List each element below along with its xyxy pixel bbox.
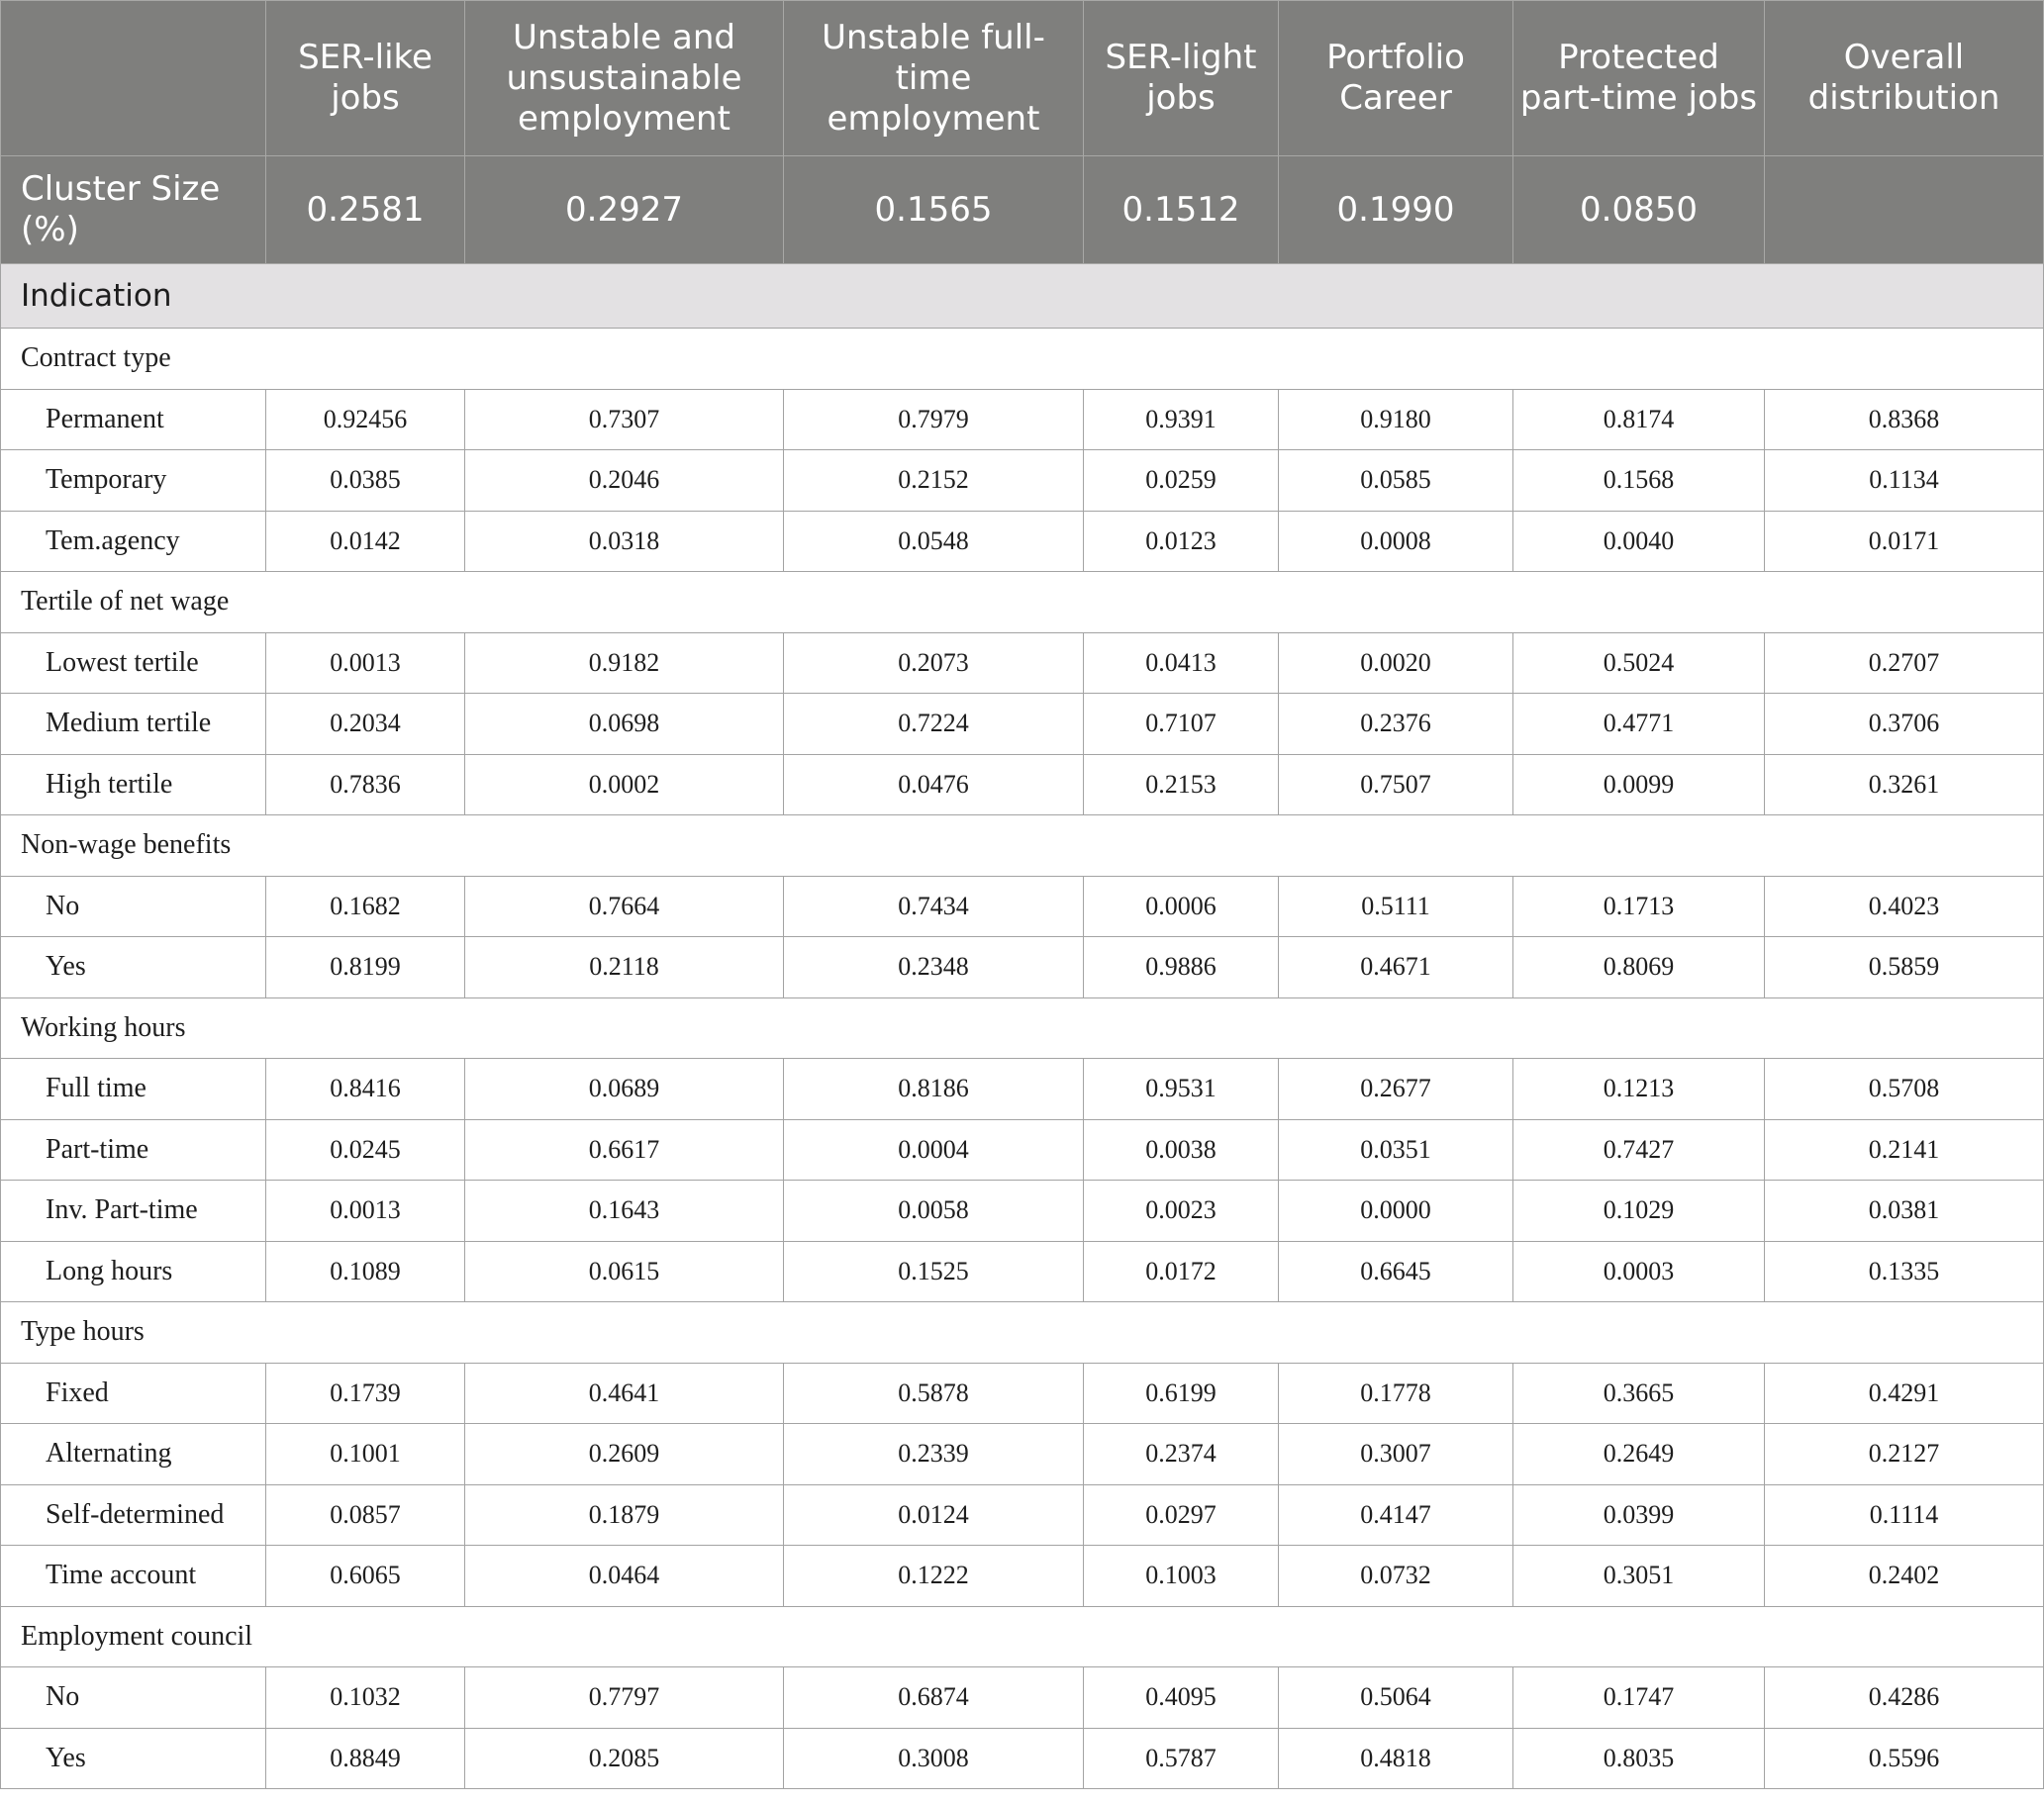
cell-value: 0.0002 — [465, 754, 784, 815]
cell-value: 0.1778 — [1279, 1363, 1513, 1424]
cell-value: 0.4291 — [1765, 1363, 2044, 1424]
cell-value: 0.1713 — [1513, 876, 1765, 937]
cell-value: 0.5111 — [1279, 876, 1513, 937]
row-label: High tertile — [1, 754, 266, 815]
cell-value: 0.0008 — [1279, 511, 1513, 572]
cell-value: 0.1568 — [1513, 450, 1765, 512]
cell-value: 0.7427 — [1513, 1119, 1765, 1181]
cell-value: 0.8416 — [266, 1059, 465, 1120]
cell-value: 0.0172 — [1084, 1241, 1279, 1302]
cell-value: 0.2046 — [465, 450, 784, 512]
row-label: Yes — [1, 1728, 266, 1789]
cell-value: 0.1114 — [1765, 1484, 2044, 1546]
cell-value: 0.0000 — [1279, 1181, 1513, 1242]
cell-value: 0.0385 — [266, 450, 465, 512]
table-row — [1, 389, 2044, 450]
cell-value: 0.0038 — [1084, 1119, 1279, 1181]
row-label: Part-time — [1, 1119, 266, 1181]
cell-value: 0.7107 — [1084, 694, 1279, 755]
cell-value: 0.0020 — [1279, 632, 1513, 694]
cell-value: 0.1222 — [784, 1546, 1084, 1607]
cell-value: 0.4771 — [1513, 694, 1765, 755]
cell-value: 0.7307 — [465, 389, 784, 450]
row-label: Temporary — [1, 450, 266, 512]
cell-value: 0.4095 — [1084, 1667, 1279, 1729]
table-row — [1, 694, 2044, 755]
cell-value: 0.0857 — [266, 1484, 465, 1546]
row-label: Fixed — [1, 1363, 266, 1424]
header-overall-distribution: Overall distribution — [1765, 1, 2044, 156]
cell-value: 0.4147 — [1279, 1484, 1513, 1546]
header-ser-like-jobs: SER-like jobs — [266, 1, 465, 156]
cluster-size-value — [1765, 156, 2044, 264]
header-protected-part-time: Protected part-time jobs — [1513, 1, 1765, 156]
cell-value: 0.8035 — [1513, 1728, 1765, 1789]
cell-value: 0.0476 — [784, 754, 1084, 815]
cell-value: 0.7434 — [784, 876, 1084, 937]
cell-value: 0.0548 — [784, 511, 1084, 572]
cell-value: 0.4286 — [1765, 1667, 2044, 1729]
cell-value: 0.1879 — [465, 1484, 784, 1546]
header-row — [1, 1, 2044, 156]
cell-value: 0.0698 — [465, 694, 784, 755]
row-label: Inv. Part-time — [1, 1181, 266, 1242]
cell-value: 0.0004 — [784, 1119, 1084, 1181]
row-label: Yes — [1, 937, 266, 998]
cell-value: 0.2707 — [1765, 632, 2044, 694]
cell-value: 0.4023 — [1765, 876, 2044, 937]
cell-value: 0.3051 — [1513, 1546, 1765, 1607]
group-header-row — [1, 1302, 2044, 1364]
cell-value: 0.3008 — [784, 1728, 1084, 1789]
cell-value: 0.0099 — [1513, 754, 1765, 815]
cell-value: 0.0259 — [1084, 450, 1279, 512]
row-label: No — [1, 876, 266, 937]
cluster-size-value: 0.2927 — [465, 156, 784, 264]
cell-value: 0.4641 — [465, 1363, 784, 1424]
header-ser-light-jobs: SER-light jobs — [1084, 1, 1279, 156]
cluster-size-value: 0.0850 — [1513, 156, 1765, 264]
cell-value: 0.2073 — [784, 632, 1084, 694]
table-row — [1, 1667, 2044, 1729]
cell-value: 0.1682 — [266, 876, 465, 937]
cell-value: 0.2609 — [465, 1424, 784, 1485]
group-header-row — [1, 1606, 2044, 1667]
indication-label: Indication — [1, 264, 2044, 329]
group-header-row — [1, 572, 2044, 633]
cell-value: 0.8174 — [1513, 389, 1765, 450]
cell-value: 0.0006 — [1084, 876, 1279, 937]
cell-value: 0.5708 — [1765, 1059, 2044, 1120]
row-label: Tem.agency — [1, 511, 266, 572]
cell-value: 0.8186 — [784, 1059, 1084, 1120]
cell-value: 0.0689 — [465, 1059, 784, 1120]
cell-value: 0.0351 — [1279, 1119, 1513, 1181]
cell-value: 0.3665 — [1513, 1363, 1765, 1424]
row-label: Self-determined — [1, 1484, 266, 1546]
cell-value: 0.4671 — [1279, 937, 1513, 998]
table-row — [1, 1728, 2044, 1789]
cluster-size-value: 0.1990 — [1279, 156, 1513, 264]
cell-value: 0.7979 — [784, 389, 1084, 450]
header-unstable-full-time: Unstable full-time employment — [784, 1, 1084, 156]
cell-value: 0.0058 — [784, 1181, 1084, 1242]
cell-value: 0.4818 — [1279, 1728, 1513, 1789]
cell-value: 0.6065 — [266, 1546, 465, 1607]
table-row — [1, 1181, 2044, 1242]
cell-value: 0.8199 — [266, 937, 465, 998]
table-row — [1, 1484, 2044, 1546]
row-label: Medium tertile — [1, 694, 266, 755]
cell-value: 0.1335 — [1765, 1241, 2044, 1302]
cell-value: 0.2034 — [266, 694, 465, 755]
cell-value: 0.1003 — [1084, 1546, 1279, 1607]
row-label: No — [1, 1667, 266, 1729]
group-label: Contract type — [1, 329, 2044, 390]
row-label: Full time — [1, 1059, 266, 1120]
cell-value: 0.2376 — [1279, 694, 1513, 755]
cell-value: 0.2118 — [465, 937, 784, 998]
table-row — [1, 511, 2044, 572]
cell-value: 0.1032 — [266, 1667, 465, 1729]
cell-value: 0.3261 — [1765, 754, 2044, 815]
cell-value: 0.2402 — [1765, 1546, 2044, 1607]
table-row — [1, 937, 2044, 998]
row-label: Long hours — [1, 1241, 266, 1302]
cell-value: 0.1001 — [266, 1424, 465, 1485]
table-row — [1, 1363, 2044, 1424]
row-label: Time account — [1, 1546, 266, 1607]
cell-value: 0.8069 — [1513, 937, 1765, 998]
table-row — [1, 450, 2044, 512]
group-header-row — [1, 815, 2044, 877]
cell-value: 0.2677 — [1279, 1059, 1513, 1120]
cell-value: 0.9531 — [1084, 1059, 1279, 1120]
cluster-size-row — [1, 156, 2044, 264]
cell-value: 0.9886 — [1084, 937, 1279, 998]
cell-value: 0.1643 — [465, 1181, 784, 1242]
cluster-size-value: 0.1512 — [1084, 156, 1279, 264]
cell-value: 0.2153 — [1084, 754, 1279, 815]
cell-value: 0.3007 — [1279, 1424, 1513, 1485]
cell-value: 0.3706 — [1765, 694, 2044, 755]
cell-value: 0.0399 — [1513, 1484, 1765, 1546]
cell-value: 0.7664 — [465, 876, 784, 937]
cell-value: 0.1525 — [784, 1241, 1084, 1302]
header-blank — [1, 1, 266, 156]
table-row — [1, 1424, 2044, 1485]
cell-value: 0.7507 — [1279, 754, 1513, 815]
cell-value: 0.2085 — [465, 1728, 784, 1789]
cell-value: 0.2152 — [784, 450, 1084, 512]
header-unstable-unsustainable: Unstable and unsustainable employment — [465, 1, 784, 156]
cell-value: 0.2141 — [1765, 1119, 2044, 1181]
cell-value: 0.0142 — [266, 511, 465, 572]
indication-row — [1, 264, 2044, 329]
cell-value: 0.2374 — [1084, 1424, 1279, 1485]
cell-value: 0.7836 — [266, 754, 465, 815]
cell-value: 0.6617 — [465, 1119, 784, 1181]
cell-value: 0.0381 — [1765, 1181, 2044, 1242]
cell-value: 0.8368 — [1765, 389, 2044, 450]
cell-value: 0.0297 — [1084, 1484, 1279, 1546]
group-label: Non-wage benefits — [1, 815, 2044, 877]
group-header-row — [1, 997, 2044, 1059]
cell-value: 0.5024 — [1513, 632, 1765, 694]
cell-value: 0.5787 — [1084, 1728, 1279, 1789]
table-row — [1, 876, 2044, 937]
table-row — [1, 754, 2044, 815]
cluster-size-value: 0.2581 — [266, 156, 465, 264]
cell-value: 0.1134 — [1765, 450, 2044, 512]
row-label: Lowest tertile — [1, 632, 266, 694]
cell-value: 0.2127 — [1765, 1424, 2044, 1485]
cell-value: 0.9180 — [1279, 389, 1513, 450]
cell-value: 0.1029 — [1513, 1181, 1765, 1242]
cell-value: 0.0245 — [266, 1119, 465, 1181]
cell-value: 0.0040 — [1513, 511, 1765, 572]
cell-value: 0.5878 — [784, 1363, 1084, 1424]
table-row — [1, 1241, 2044, 1302]
row-label: Alternating — [1, 1424, 266, 1485]
cell-value: 0.2348 — [784, 937, 1084, 998]
cell-value: 0.2649 — [1513, 1424, 1765, 1485]
cell-value: 0.0171 — [1765, 511, 2044, 572]
cell-value: 0.6199 — [1084, 1363, 1279, 1424]
cell-value: 0.92456 — [266, 389, 465, 450]
table-row — [1, 1546, 2044, 1607]
group-label: Type hours — [1, 1302, 2044, 1364]
table-row — [1, 1059, 2044, 1120]
cell-value: 0.0013 — [266, 1181, 465, 1242]
row-label: Permanent — [1, 389, 266, 450]
table-row — [1, 632, 2044, 694]
cell-value: 0.0413 — [1084, 632, 1279, 694]
group-label: Employment council — [1, 1606, 2044, 1667]
cell-value: 0.0585 — [1279, 450, 1513, 512]
cell-value: 0.0013 — [266, 632, 465, 694]
cell-value: 0.6874 — [784, 1667, 1084, 1729]
header-portfolio-career: Portfolio Career — [1279, 1, 1513, 156]
cell-value: 0.5064 — [1279, 1667, 1513, 1729]
cell-value: 0.7797 — [465, 1667, 784, 1729]
cell-value: 0.9182 — [465, 632, 784, 694]
cell-value: 0.2339 — [784, 1424, 1084, 1485]
cell-value: 0.0023 — [1084, 1181, 1279, 1242]
group-label: Tertile of net wage — [1, 572, 2044, 633]
cluster-size-value: 0.1565 — [784, 156, 1084, 264]
cell-value: 0.7224 — [784, 694, 1084, 755]
cell-value: 0.0003 — [1513, 1241, 1765, 1302]
cell-value: 0.9391 — [1084, 389, 1279, 450]
cell-value: 0.5596 — [1765, 1728, 2044, 1789]
cell-value: 0.0318 — [465, 511, 784, 572]
cell-value: 0.1213 — [1513, 1059, 1765, 1120]
table-row — [1, 1119, 2044, 1181]
cell-value: 0.1747 — [1513, 1667, 1765, 1729]
group-label: Working hours — [1, 997, 2044, 1059]
cluster-size-label: Cluster Size (%) — [1, 156, 266, 264]
cell-value: 0.6645 — [1279, 1241, 1513, 1302]
cell-value: 0.0615 — [465, 1241, 784, 1302]
cell-value: 0.0124 — [784, 1484, 1084, 1546]
cell-value: 0.8849 — [266, 1728, 465, 1789]
cell-value: 0.5859 — [1765, 937, 2044, 998]
cell-value: 0.1739 — [266, 1363, 465, 1424]
cell-value: 0.0123 — [1084, 511, 1279, 572]
cell-value: 0.0732 — [1279, 1546, 1513, 1607]
cell-value: 0.0464 — [465, 1546, 784, 1607]
cell-value: 0.1089 — [266, 1241, 465, 1302]
group-header-row — [1, 329, 2044, 390]
